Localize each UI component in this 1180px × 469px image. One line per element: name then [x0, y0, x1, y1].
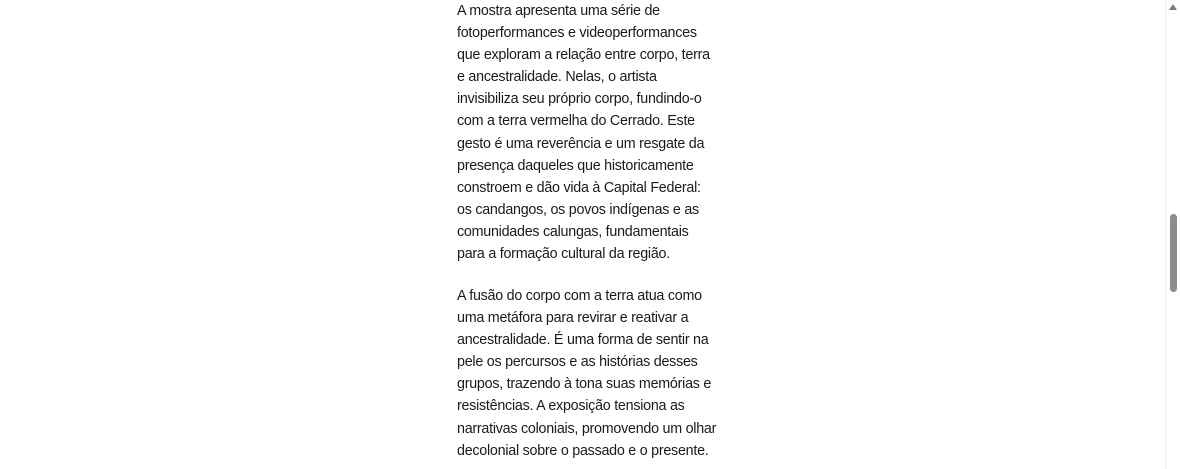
text-line: decolonial sobre o passado e o presente. — [457, 442, 709, 459]
text-line: fotoperformances e videoperformances — [457, 25, 697, 42]
triangle-up-icon[interactable] — [1169, 4, 1177, 10]
scrollbar-thumb[interactable] — [1170, 214, 1177, 292]
text-line: ancestralidade. É uma forma de sentir na — [457, 332, 709, 349]
text-line: A mostra apresenta uma série de — [457, 3, 660, 19]
text-line: invisibiliza seu próprio corpo, fundindo-o — [457, 91, 702, 108]
text-line: A fusão do corpo com a terra atua como — [457, 288, 702, 304]
vertical-scrollbar[interactable] — [1165, 0, 1180, 469]
text-line: constroem e dão vida à Capital Federal: — [457, 179, 701, 196]
text-line: resistências. A exposição tensiona as — [457, 398, 685, 415]
text-line: presença daqueles que historicamente — [457, 157, 694, 174]
text-line: pele os percursos e as histórias desses — [457, 354, 698, 371]
text-line: os candangos, os povos indígenas e as — [457, 201, 699, 218]
text-line: gesto é uma reverência e um resgate da — [457, 135, 705, 152]
text-line: com a terra vermelha do Cerrado. Este — [457, 113, 695, 130]
text-line: para a formação cultural da região. — [457, 246, 670, 263]
paragraph-intro — [457, 0, 710, 265]
text-line: grupos, trazendo à tona suas memórias e — [457, 376, 712, 393]
text-line: que exploram a relação entre corpo, terra — [457, 47, 710, 64]
paragraph-fusion — [457, 285, 716, 462]
text-line: uma metáfora para revirar e reativar a — [457, 310, 689, 327]
text-line: e ancestralidade. Nelas, o artista — [457, 69, 657, 86]
text-line: comunidades calungas, fundamentais — [457, 223, 689, 240]
text-line: narrativas coloniais, promovendo um olhar — [457, 420, 717, 437]
